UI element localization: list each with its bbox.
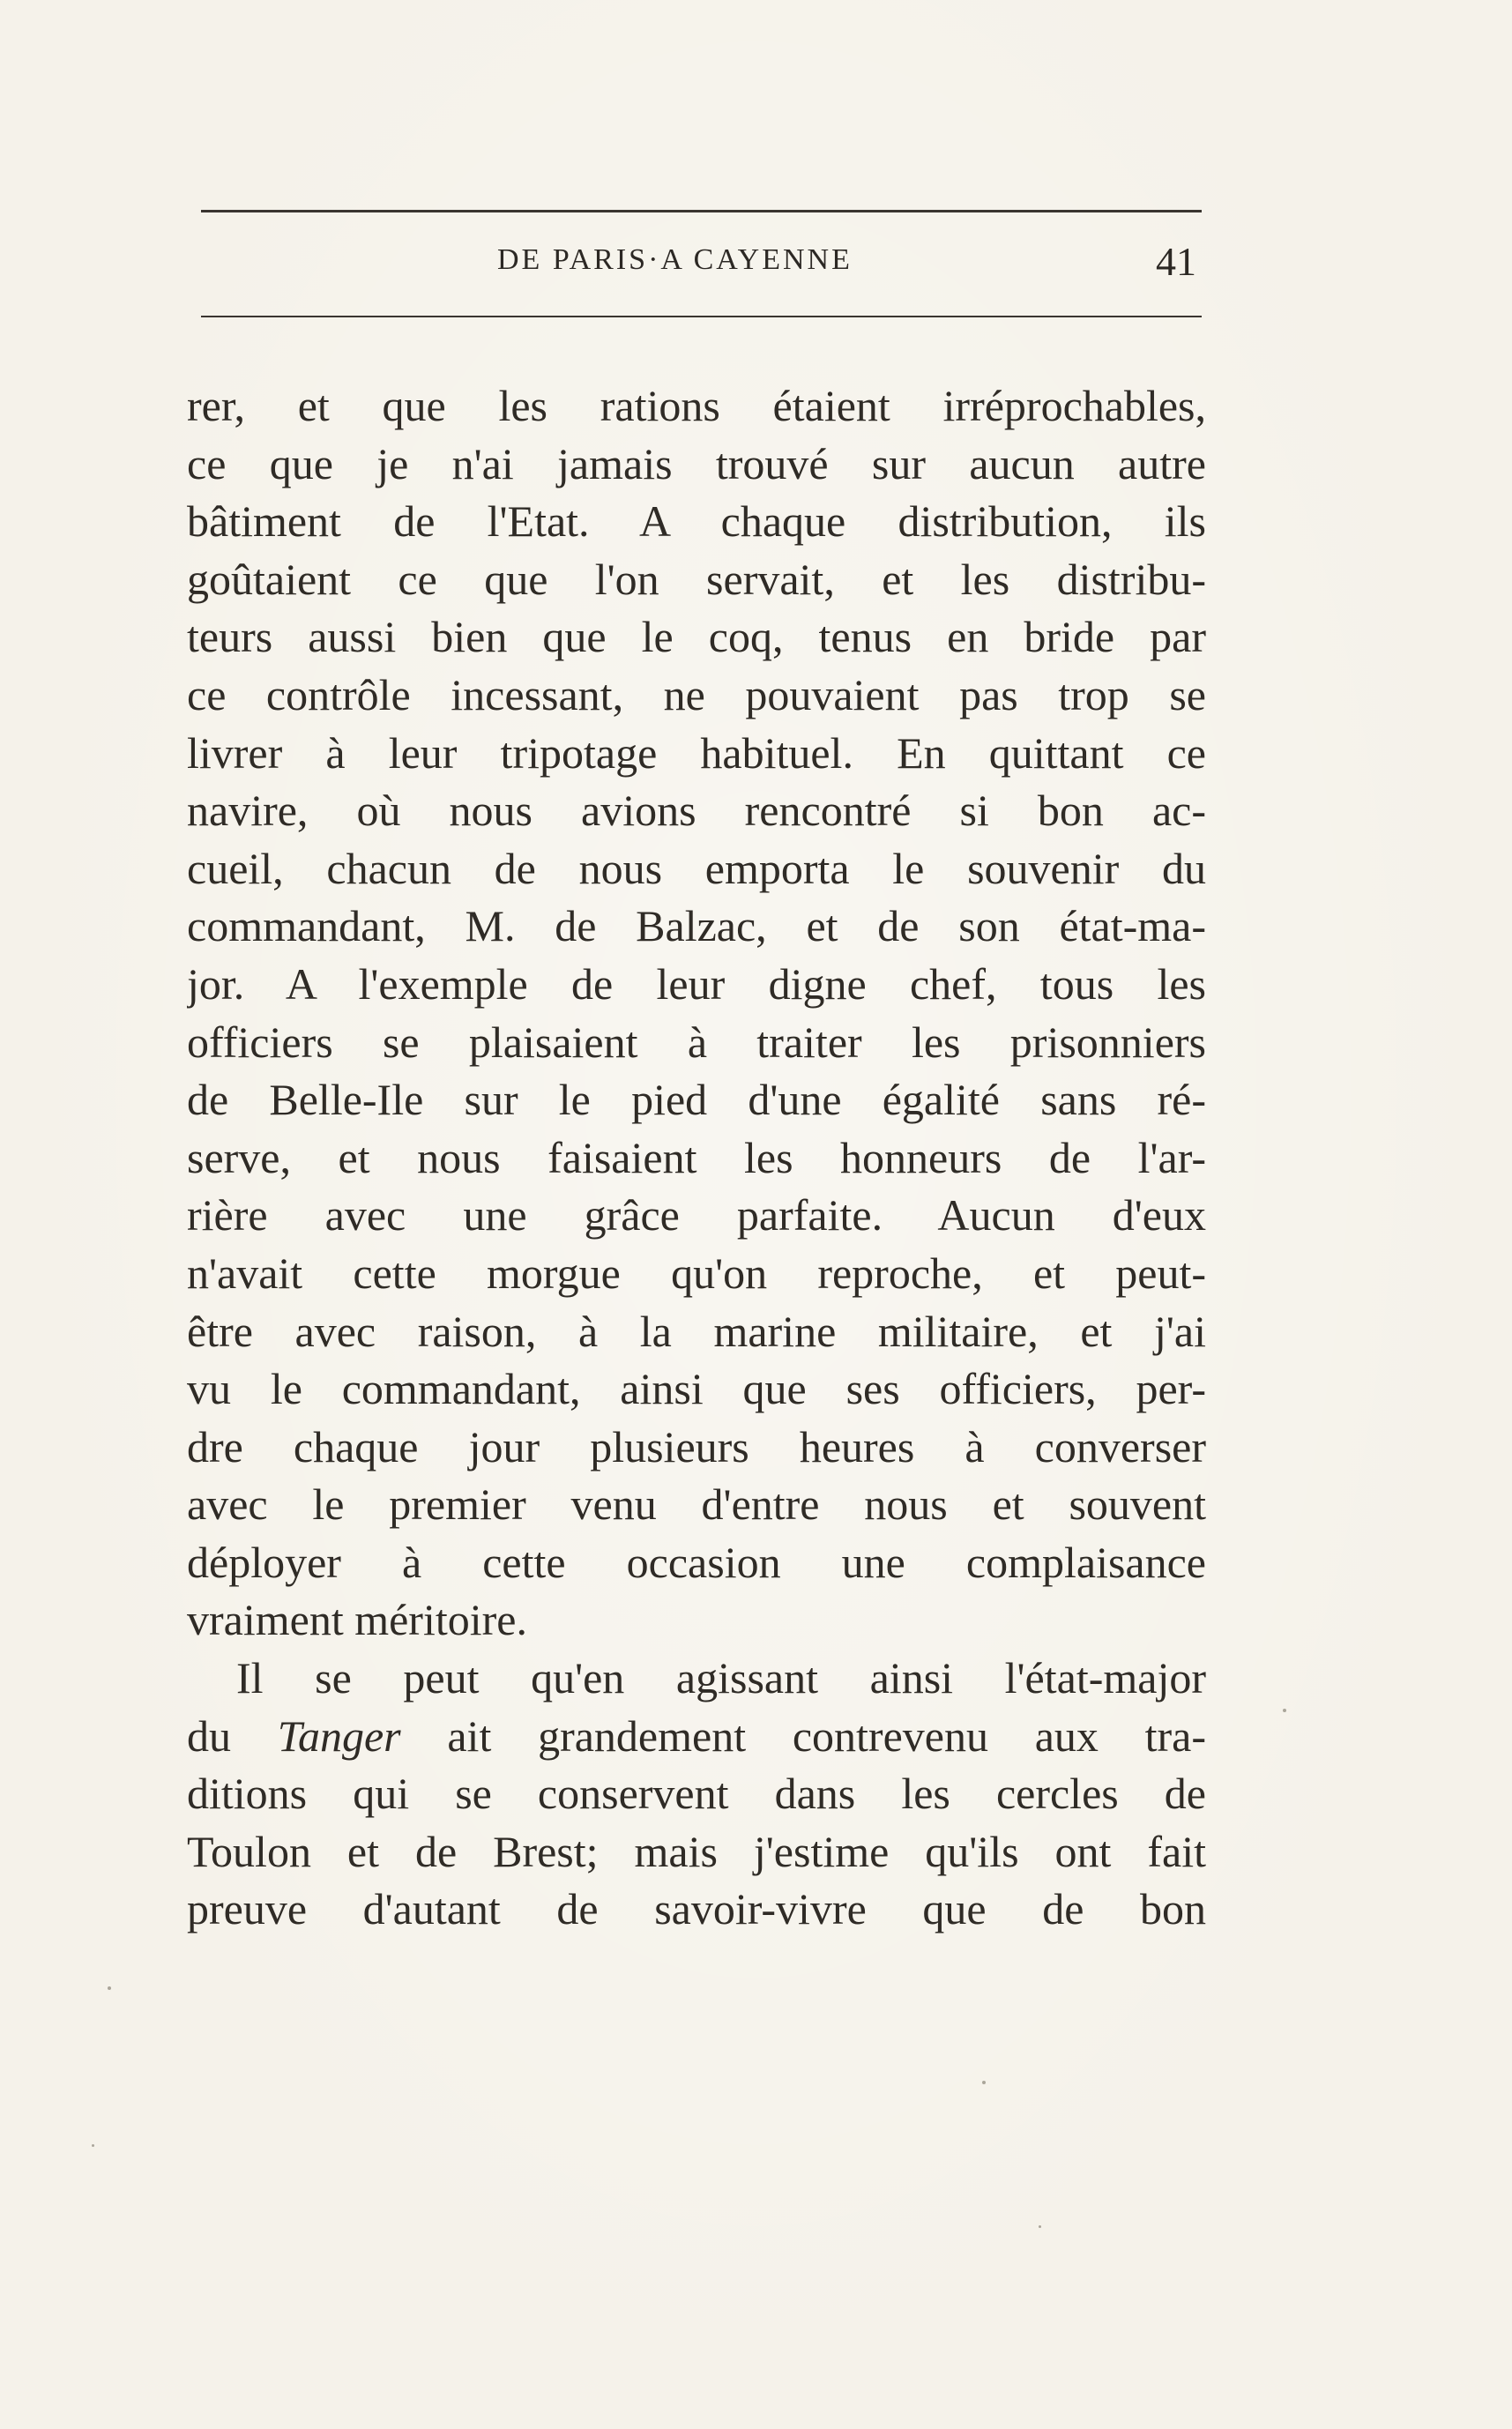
text-fragment: du — [187, 1710, 278, 1761]
header-top-rule — [201, 210, 1202, 212]
text-fragment: ait grandement contrevenu aux tra- — [400, 1710, 1206, 1761]
text-line: goûtaient ce que l'on servait, et les distribu- — [187, 554, 1206, 604]
text-line: déployer à cette occasion une complaisance — [187, 1537, 1206, 1587]
text-line: teurs aussi bien que le coq, tenus en bride par — [187, 612, 1206, 662]
text-line: cueil, chacun de nous emporta le souvenir du — [187, 843, 1206, 893]
text-line: dre chaque jour plusieurs heures à converser — [187, 1421, 1206, 1472]
text-line: jor. A l'exemple de leur digne chef, tous les — [187, 958, 1206, 1009]
paper-speck — [1039, 2225, 1041, 2228]
running-head — [201, 238, 1202, 300]
text-line: navire, où nous avions rencontré si bon ac- — [187, 786, 1206, 836]
text-line: n'avait cette morgue qu'on reproche, et peut- — [187, 1248, 1206, 1298]
text-line: ditions qui se conservent dans les cercles de — [187, 1769, 1206, 1819]
text-line: ce contrôle incessant, ne pouvaient pas trop se — [187, 669, 1206, 719]
body-text — [187, 377, 1206, 1939]
text-line: serve, et nous faisaient les honneurs de l'ar- — [187, 1132, 1206, 1182]
text-line: vu le commandant, ainsi que ses officiers, per- — [187, 1364, 1206, 1414]
ship-name-italic: Tanger — [277, 1710, 401, 1761]
running-title: DE PARIS·A CAYENNE — [497, 243, 853, 276]
text-line: officiers se plaisaient à traiter les prisonniers — [187, 1017, 1206, 1067]
text-line: être avec raison, à la marine militaire, et j'ai — [187, 1306, 1206, 1356]
paper-speck — [982, 2081, 986, 2084]
paper-speck — [92, 2144, 94, 2147]
text-line: avec le premier venu d'entre nous et souvent — [187, 1479, 1206, 1530]
header-bottom-rule — [201, 316, 1202, 317]
text-line: ce que je n'ai jamais trouvé sur aucun autre — [187, 438, 1206, 488]
text-line: Toulon et de Brest; mais j'estime qu'ils ont fait — [187, 1826, 1206, 1876]
text-line: rer, et que les rations étaient irréprochables, — [187, 381, 1206, 430]
text-line: rière avec une grâce parfaite. Aucun d'eux — [187, 1190, 1206, 1241]
text-line: commandant, M. de Balzac, et de son état-ma- — [187, 901, 1206, 951]
text-line: bâtiment de l'Etat. A chaque distribution, ils — [187, 496, 1206, 547]
text-line: de Belle-Ile sur le pied d'une égalité sans ré- — [187, 1075, 1206, 1125]
text-line: preuve d'autant de savoir-vivre que de bon — [187, 1884, 1206, 1934]
paper-speck — [1283, 1709, 1286, 1712]
text-line: Il se peut qu'en agissant ainsi l'état-major — [236, 1653, 1206, 1703]
text-line: livrer à leur tripotage habituel. En quittant ce — [187, 727, 1206, 778]
page-number: 41 — [1156, 239, 1196, 284]
paper-speck — [108, 1986, 111, 1990]
text-line: vraiment méritoire. — [187, 1595, 527, 1645]
text-line-with-ship-name — [187, 1708, 1206, 1766]
